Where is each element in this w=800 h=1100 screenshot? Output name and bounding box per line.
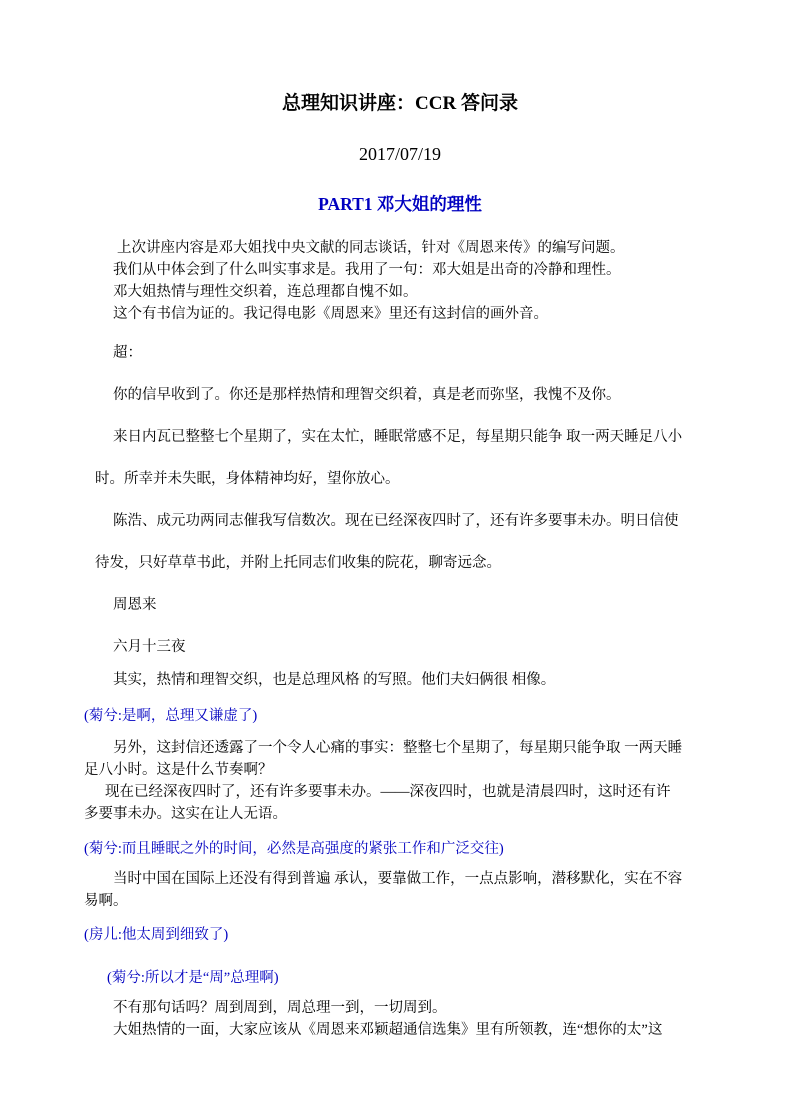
- part-heading: PART1 邓大姐的理性: [318, 194, 482, 214]
- text-line: 这个有书信为证的。我记得电影《周恩来》里还有这封信的画外音。: [113, 306, 548, 322]
- text-line: 其实，热情和理智交织，也是总理风格 的写照。他们夫妇俩很 相像。: [113, 672, 556, 688]
- annotation-line: (菊兮:而且睡眠之外的时间，必然是高强度的紧张工作和广泛交往): [84, 841, 504, 857]
- text-line: 我们从中体会到了什么叫实事求是。我用了一句：邓大姐是出奇的冷静和理性。: [113, 262, 621, 278]
- commentary-paragraph: [84, 868, 704, 912]
- text-line: 另外，这封信还透露了一个令人心痛的事实：整整七个星期了，每星期只能争取 一两天睡: [113, 740, 683, 756]
- annotation-line: (房儿:他太周到细致了): [84, 927, 229, 943]
- document-title: 总理知识讲座：CCR 答问录: [282, 93, 518, 114]
- text-line: 上次讲座内容是邓大姐找中央文献的同志谈话，针对《周恩来传》的编写问题。: [117, 240, 625, 256]
- letter-text-line: 陈浩、成元功两同志催我写信数次。现在已经深夜四时了，还有许多要事未办。明日信使: [113, 513, 679, 529]
- text-line: 现在已经深夜四时了，还有许多要事未办。——深夜四时，也就是清晨四时，这时还有许: [105, 784, 671, 800]
- letter-salutation: 超：: [113, 345, 142, 361]
- text-line: 不有那句话吗？周到周到，周总理一到，一切周到。: [113, 1000, 447, 1016]
- text-line: 大姐热情的一面，大家应该从《周恩来邓颖超通信选集》里有所领教，连“想你的太”这: [113, 1022, 663, 1038]
- document-body: [0, 237, 800, 1041]
- document-date: 2017/07/19: [358, 144, 441, 164]
- commentary-paragraph: [84, 669, 704, 691]
- letter-text-line: 你的信早收到了。你还是那样热情和理智交织着，真是老而弥坚，我愧不及你。: [113, 387, 621, 403]
- commentary-paragraph: [84, 737, 704, 825]
- text-line: 当时中国在国际上还没有得到普遍 承认，要靠做工作，一点点影响，潜移默化，实在不容: [113, 871, 683, 887]
- text-line: 足八小时。这是什么节奏啊？: [84, 762, 273, 778]
- letter-text-line: 待发，只好草草书此，并附上托同志们收集的院花，聊寄远念。: [95, 555, 501, 571]
- letter-text-line: 时。所幸并未失眠，身体精神均好，望你放心。: [95, 471, 400, 487]
- text-line: 多要事未办。这实在让人无语。: [84, 806, 287, 822]
- annotation-line: (菊兮:是啊，总理又谦虚了): [84, 708, 258, 724]
- text-line: 邓大姐热情与理性交织着，连总理都自愧不如。: [113, 284, 418, 300]
- text-line: 易啊。: [84, 893, 128, 909]
- annotation-line: (菊兮:所以才是“周”总理啊): [107, 970, 279, 986]
- intro-paragraph: [84, 237, 704, 325]
- commentary-paragraph: [84, 997, 704, 1041]
- letter-signature: 周恩来: [113, 597, 157, 613]
- letter-text-line: 来日内瓦已整整七个星期了，实在太忙，睡眠常感不足，每星期只能争 取一两天睡足八小: [113, 429, 683, 445]
- letter-date-line: 六月十三夜: [113, 639, 186, 655]
- letter-quote: [95, 343, 704, 657]
